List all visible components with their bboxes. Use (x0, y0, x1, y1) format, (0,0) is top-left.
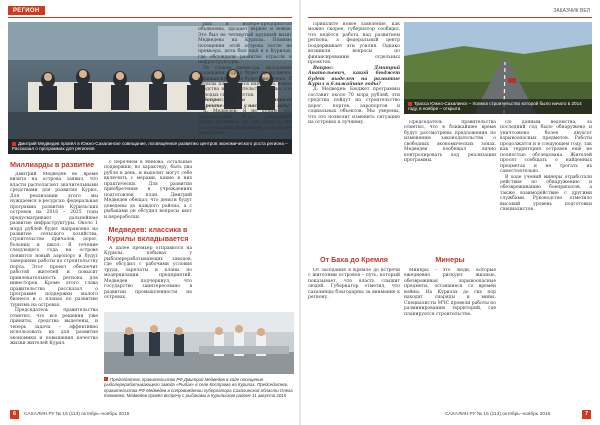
text-column-5b (404, 268, 496, 404)
header-rule-right (308, 17, 592, 18)
paragraph: А далее премьер отправился на Курилы, побывал у рыбоперерабатывающих заводов, где обсудил с рабочими условия труда, зарплаты и планы по модернизации предприятий. Медведев подчеркнул, что государство заинтересовано в развитии промышленности на островах. (104, 246, 192, 301)
paragraph: По словам министра, программа поддержки Курил будет продолжена, и финансирование будет увеличено. В Курилы планируется направить новые средства на строительство жилья для молодых специалистов. (198, 65, 292, 98)
header-rule-left (8, 17, 292, 18)
text-column-6 (500, 120, 592, 404)
paragraph: От заседания в Кремле до встречи с жителями островов – путь, который показывает, что власть слышит людей. Губернатор отметил, что сахалинцы благодарны за внимание к региону. (308, 268, 400, 301)
factory-photo-caption (104, 377, 294, 398)
paragraph: рых в ноябре-предприятия объявлены, продает вернее и новые. Это был не четвертый крупный визит Медведева на Курилы. Помимо посещения этой острова после не премьера, дела был ещё и в Курилах, где обсуждали развитие отрасли и инфраструктуры. (198, 22, 292, 66)
paragraph: с перечнем в Иннова, остальные поддержки, по характеру, быть два рубля в день, и выделит могут себе включить с мерами, какие в них практически. Для развития приобретения в учреждениях подготовлен план. Дмитрий Медведев обещал, что деньги будут доведены до каждого района, а с рыбаками он обсудил вопросы квот и переработки. (104, 160, 192, 220)
page-gutter (299, 0, 301, 425)
paragraph: По данным ведомства, за последний год было обнаружено и уничтожено более двухсот взрывоопасных предметов. Работы продолжатся и в следующем году, так как территория островов ещё не полностью обследована. Жителей просят сообщать о найденных предметах и не трогать их самостоятельно. (500, 120, 592, 175)
text-column-5 (404, 120, 496, 250)
text-column-1 (10, 172, 98, 402)
caption-marker-icon (408, 102, 412, 106)
interview-question: Вопрос: Вы увеличивали строительство у нас в 2014 году? (198, 98, 292, 109)
photo-caption-text: Дмитрий Медведев провёл в Южно-Сахалинске совещание, посвящённое развитию центров экономического роста региона – Рассказал о программах для регионов (12, 140, 288, 152)
heading-miners: Минеры (435, 255, 465, 264)
caption-marker-icon (12, 142, 16, 146)
caption-marker-icon (104, 377, 108, 381)
heading-bach-kremlin: От Баха до Кремля (320, 255, 388, 264)
paragraph: Д. Медведев: Бюджет программы составит около 70 млрд рублей, эти средства пойдут на строительство дорог, портов, аэропортов и социальных объектов. Мы уверены, что это позволит изменить ситуацию на островах к лучшему. (308, 87, 400, 126)
paragraph: Минеры – это люди, которые ежедневно рискуют жизнью, обезвреживая взрывоопасные предметы, оставшиеся со времён войны. На Курилах до сих пор находят снаряды и мины. Специалисты МЧС провели работы по разминированию территорий, где планируется строительство. (404, 268, 496, 317)
section-tag: РЕГИОН (8, 6, 45, 15)
factory-photo-image (104, 312, 294, 374)
road-photo-caption (404, 99, 592, 114)
heading-classics: Медведев: классика в Курилы вкладывается (107, 225, 189, 243)
heading-billions: Миллиарды в развитие (10, 160, 95, 169)
paragraph: Пришлите новое заявление, как можно скорее, губернатор сообщил, что ведётся работа над развитием региона, а федеральный центр поддерживает эти усилия. Однако возникли вопросы по финансированию отдельных проектов. (308, 22, 400, 66)
page-number-left: 6 (10, 410, 19, 419)
page-number-right: 7 (582, 410, 591, 419)
photo-road (404, 22, 592, 114)
paragraph: В ходе учений минеры отработали действия по обнаружению и обезвреживанию боеприпасов, а также взаимодействие с другими службами. Руководство отметило высокий уровень подготовки специалистов. (500, 174, 592, 213)
photo-factory (104, 312, 294, 374)
factory-caption-text: Председатель правительства РФ Дмитрий Медведев в ходе посещения рыбоперерабатывающего завода «Рыбак» в селе Кострома на Курилах. Председатель правительства РФ Медведев в сопровождении губернатора Сахалинской области Олега Кожемяко. Медведев провёл встречу с рыбаками в Курильском районе 11 августа 2015 (104, 377, 293, 398)
text-column-2a (104, 160, 192, 222)
text-column-2b (104, 246, 192, 308)
issue-tag: ЗАКАЗЧИК ВЕЛ (553, 8, 590, 14)
road-caption-text: Трасса Южно-Сахалинск – Холмск строительство которой было начато в 2014 году, в ноябре – открыта (408, 100, 582, 112)
paragraph: Председатель правительства отметил, что в ближайшее время будут рассмотрены предложения по изменению законодательства о свободных экономических зонах. Медведев пообещал лично контролировать ход реализации программы. (404, 120, 496, 164)
text-column-3 (198, 22, 292, 302)
paragraph: Председатель правительства отметил, что все решения уже приняты, средства выделены, и теперь задача – эффективно использовать их для развития экономики и повышения качества жизни жителей Курил. (10, 308, 98, 347)
interview-question: Вопрос: Дмитрий Анатольевич, какой бюджет будет выделен на развитие Курил в ближайшие годы? (308, 65, 400, 87)
text-column-4b (308, 268, 400, 404)
paragraph: Д. Медведев: Я не думаю, что строительство будет сокращено. Будем развивать то, что начато. Мы уже утвердили программу, и она будет выполнена. (198, 109, 292, 137)
paragraph: Дмитрий Медведев во время визита на острова заявил, что власти располагают значительными средствами для развития Курил. Для реализации этого мы нуждаемся в ресурсах: федеральная программа развития Курильских островов на 2016 – 2025 годы предусматривает дальнейшее развитие инфраструктуры. Около 1 млрд рублей будет направлено на развитие сельского хозяйства, строительство причалов, дорог, больниц и школ. В течение следующего года на острове появится новый аэропорт и будут завершены работы по строительству порта. Этот проект обеспечит работой жителей и повысит привлекательность региона для инвесторов. Кроме этого глава правительства рассказал о программе поддержки малого бизнеса и о планах по развитию туризма на островах. (10, 172, 98, 308)
footer-left: САХАЛИН.РУ № 15 (113) октябрь–ноябрь 2015 (24, 412, 130, 417)
footer-right: САХАЛИН.РУ № 15 (113) октябрь–ноябрь 2015 (445, 412, 551, 417)
text-column-4 (308, 22, 400, 172)
